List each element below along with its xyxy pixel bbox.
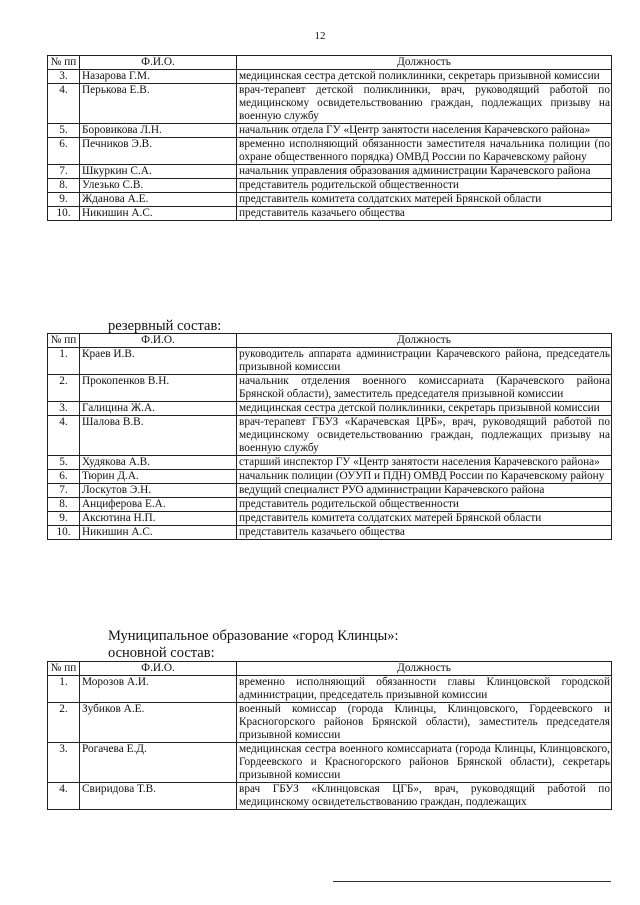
- header-num: № пп: [48, 56, 80, 70]
- member-position: начальник полиции (ОУУП и ПДН) ОМВД России по Карачевскому району: [237, 470, 612, 484]
- row-number: 3.: [48, 743, 80, 783]
- member-position: представитель казачьего общества: [237, 526, 612, 540]
- member-name: Шкуркин С.А.: [80, 165, 237, 179]
- row-number: 5.: [48, 456, 80, 470]
- member-name: Худякова А.В.: [80, 456, 237, 470]
- member-name: Зубиков А.Е.: [80, 703, 237, 743]
- table-row: [48, 138, 612, 165]
- municipality-heading: Муниципальное образование «город Клинцы»:: [108, 628, 399, 644]
- member-name: Свиридова Т.В.: [80, 783, 237, 810]
- table-row: [48, 165, 612, 179]
- header-position: Должность: [237, 56, 612, 70]
- table-row: [48, 402, 612, 416]
- table-header-row: [48, 334, 612, 348]
- page-number: 12: [314, 30, 326, 42]
- member-position: врач-терапевт детской поликлиники, врач, руководящий работой по медицинскому освидетельствованию граждан, подлежащих призыву на военную службу: [237, 84, 612, 124]
- header-name: Ф.И.О.: [80, 56, 237, 70]
- member-name: Жданова А.Е.: [80, 193, 237, 207]
- table-row: [48, 124, 612, 138]
- member-name: Тюрин Д.А.: [80, 470, 237, 484]
- member-name: Боровикова Л.Н.: [80, 124, 237, 138]
- member-position: начальник управления образования администрации Карачевского района: [237, 165, 612, 179]
- table-row: [48, 348, 612, 375]
- member-position: представитель казачьего общества: [237, 207, 612, 221]
- table-row: [48, 416, 612, 456]
- member-position: временно исполняющий обязанности главы Клинцовской городской администрации, председатель призывной комиссии: [237, 676, 612, 703]
- table-row: [48, 84, 612, 124]
- member-position: представитель родительской общественности: [237, 498, 612, 512]
- member-name: Морозов А.И.: [80, 676, 237, 703]
- member-name: Печников Э.В.: [80, 138, 237, 165]
- member-position: медицинская сестра детской поликлиники, секретарь призывной комиссии: [237, 70, 612, 84]
- member-position: медицинская сестра военного комиссариата (города Клинцы, Клинцовского, Гордеевского и Красногорского районов Брянской области), секретарь призывной комиссии: [237, 743, 612, 783]
- table-row: [48, 470, 612, 484]
- member-name: Назарова Г.М.: [80, 70, 237, 84]
- member-position: представитель комитета солдатских матерей Брянской области: [237, 193, 612, 207]
- row-number: 8.: [48, 498, 80, 512]
- table-row: [48, 783, 612, 810]
- row-number: 2.: [48, 703, 80, 743]
- table-row: [48, 743, 612, 783]
- table-row: [48, 526, 612, 540]
- header-num: № пп: [48, 662, 80, 676]
- commission-table-reserve-karachev: [47, 333, 612, 540]
- row-number: 7.: [48, 484, 80, 498]
- row-number: 6.: [48, 138, 80, 165]
- table-row: [48, 375, 612, 402]
- member-position: начальник отделения военного комиссариата (Карачевского района Брянской области), заместитель председателя призывной комиссии: [237, 375, 612, 402]
- table-row: [48, 207, 612, 221]
- member-name: Шалова В.В.: [80, 416, 237, 456]
- row-number: 3.: [48, 402, 80, 416]
- row-number: 9.: [48, 512, 80, 526]
- table-header-row: [48, 56, 612, 70]
- header-num: № пп: [48, 334, 80, 348]
- member-position: медицинская сестра детской поликлиники, секретарь призывной комиссии: [237, 402, 612, 416]
- member-name: Галицина Ж.А.: [80, 402, 237, 416]
- commission-table-main-karachev: [47, 55, 612, 221]
- member-name: Анциферова Е.А.: [80, 498, 237, 512]
- row-number: 1.: [48, 348, 80, 375]
- row-number: 2.: [48, 375, 80, 402]
- row-number: 4.: [48, 84, 80, 124]
- member-position: временно исполняющий обязанности заместителя начальника полиции (по охране общественного порядка) ОМВД России по Карачевскому району: [237, 138, 612, 165]
- member-name: Краев И.В.: [80, 348, 237, 375]
- member-name: Рогачева Е.Д.: [80, 743, 237, 783]
- member-position: начальник отдела ГУ «Центр занятости населения Карачевского района»: [237, 124, 612, 138]
- bottom-divider: [333, 881, 611, 882]
- table-row: [48, 179, 612, 193]
- row-number: 9.: [48, 193, 80, 207]
- table-row: [48, 70, 612, 84]
- table-row: [48, 512, 612, 526]
- commission-table-main-klintsy: [47, 661, 612, 810]
- member-position: военный комиссар (города Клинцы, Клинцовского, Гордеевского и Красногорского районов Брянской области), заместитель председателя призывной комиссии: [237, 703, 612, 743]
- member-name: Перькова Е.В.: [80, 84, 237, 124]
- row-number: 7.: [48, 165, 80, 179]
- member-position: ведущий специалист РУО администрации Карачевского района: [237, 484, 612, 498]
- row-number: 4.: [48, 783, 80, 810]
- reserve-composition-heading: резервный состав:: [108, 318, 222, 334]
- table-row: [48, 676, 612, 703]
- member-position: руководитель аппарата администрации Карачевского района, председатель призывной комиссии: [237, 348, 612, 375]
- member-position: врач-терапевт ГБУЗ «Карачевская ЦРБ», врач, руководящий работой по медицинскому освидетельствованию граждан, подлежащих призыву на военную службу: [237, 416, 612, 456]
- member-name: Аксютина Н.П.: [80, 512, 237, 526]
- main-composition-heading: основной состав:: [108, 645, 215, 661]
- member-name: Улезько С.В.: [80, 179, 237, 193]
- row-number: 10.: [48, 526, 80, 540]
- row-number: 1.: [48, 676, 80, 703]
- row-number: 3.: [48, 70, 80, 84]
- row-number: 10.: [48, 207, 80, 221]
- table-row: [48, 193, 612, 207]
- row-number: 6.: [48, 470, 80, 484]
- member-position: старший инспектор ГУ «Центр занятости населения Карачевского района»: [237, 456, 612, 470]
- table-header-row: [48, 662, 612, 676]
- header-position: Должность: [237, 334, 612, 348]
- row-number: 5.: [48, 124, 80, 138]
- table-row: [48, 703, 612, 743]
- header-name: Ф.И.О.: [80, 662, 237, 676]
- row-number: 4.: [48, 416, 80, 456]
- row-number: 8.: [48, 179, 80, 193]
- member-position: представитель комитета солдатских матерей Брянской области: [237, 512, 612, 526]
- table-row: [48, 498, 612, 512]
- header-name: Ф.И.О.: [80, 334, 237, 348]
- header-position: Должность: [237, 662, 612, 676]
- member-position: врач ГБУЗ «Клинцовская ЦГБ», врач, руководящий работой по медицинскому освидетельствованию граждан, подлежащих: [237, 783, 612, 810]
- member-position: представитель родительской общественности: [237, 179, 612, 193]
- table-row: [48, 484, 612, 498]
- member-name: Никишин А.С.: [80, 526, 237, 540]
- member-name: Прокопенков В.Н.: [80, 375, 237, 402]
- table-row: [48, 456, 612, 470]
- member-name: Лоскутов Э.Н.: [80, 484, 237, 498]
- member-name: Никишин А.С.: [80, 207, 237, 221]
